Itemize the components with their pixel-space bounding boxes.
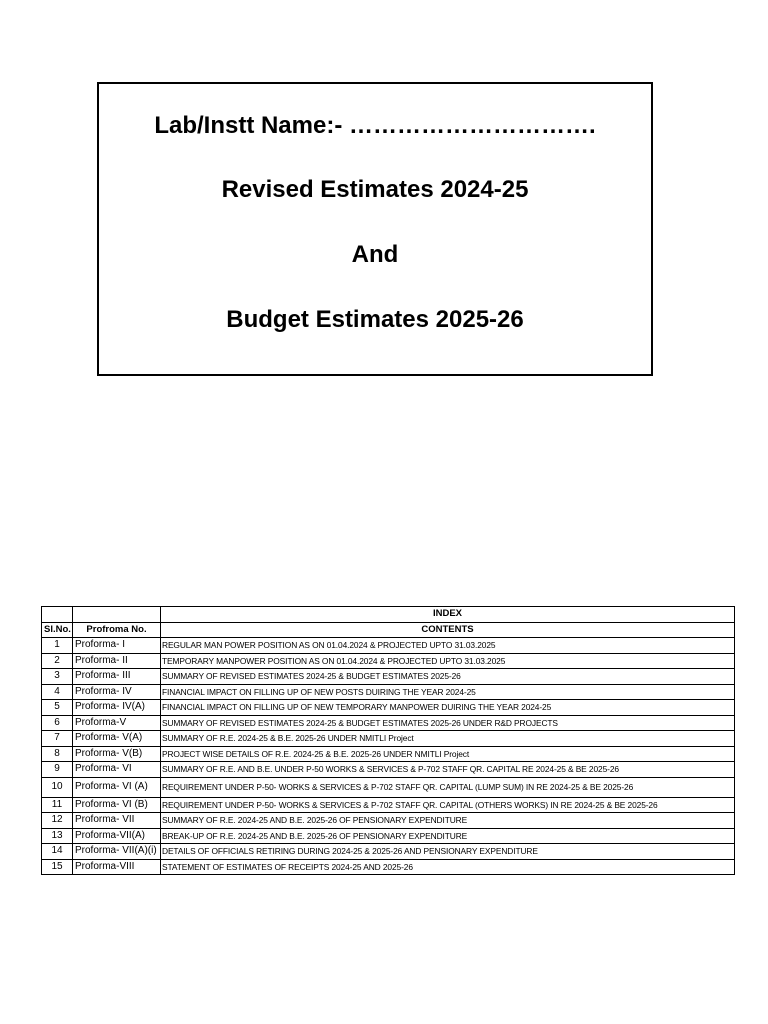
row-contents: TEMPORARY MANPOWER POSITION AS ON 01.04.2024 & PROJECTED UPTO 31.03.2025	[161, 653, 735, 669]
row-contents: SUMMARY OF REVISED ESTIMATES 2024-25 & BUDGET ESTIMATES 2025-26 UNDER R&D PROJECTS	[161, 715, 735, 731]
row-contents: BREAK-UP OF R.E. 2024-25 AND B.E. 2025-26 OF PENSIONARY EXPENDITURE	[161, 828, 735, 844]
row-proforma-no: Proforma- IV	[73, 684, 161, 700]
index-title-blank-sl	[42, 607, 73, 623]
row-sl-no: 5	[42, 700, 73, 716]
row-contents: PROJECT WISE DETAILS OF R.E. 2024-25 & B.E. 2025-26 UNDER NMITLI Project	[161, 746, 735, 762]
row-contents: SUMMARY OF R.E. 2024-25 AND B.E. 2025-26 OF PENSIONARY EXPENDITURE	[161, 813, 735, 829]
row-contents: SUMMARY OF R.E. 2024-25 & B.E. 2025-26 UNDER NMITLI Project	[161, 731, 735, 747]
table-row	[42, 715, 735, 731]
row-proforma-no: Proforma- VI	[73, 762, 161, 778]
row-contents: DETAILS OF OFFICIALS RETIRING DURING 2024-25 & 2025-26 AND PENSIONARY EXPENDITURE	[161, 844, 735, 860]
row-proforma-no: Proforma- VI (A)	[73, 777, 161, 797]
row-sl-no: 11	[42, 797, 73, 813]
row-proforma-no: Proforma- VI (B)	[73, 797, 161, 813]
table-row	[42, 859, 735, 875]
row-sl-no: 7	[42, 731, 73, 747]
index-header-row	[42, 622, 735, 638]
header-contents: CONTENTS	[161, 622, 735, 638]
table-row	[42, 762, 735, 778]
table-row	[42, 746, 735, 762]
table-row	[42, 813, 735, 829]
row-sl-no: 1	[42, 638, 73, 654]
table-row	[42, 653, 735, 669]
row-sl-no: 14	[42, 844, 73, 860]
row-sl-no: 10	[42, 777, 73, 797]
row-proforma-no: Proforma- VII(A)(i)	[73, 844, 161, 860]
row-sl-no: 3	[42, 669, 73, 685]
row-sl-no: 6	[42, 715, 73, 731]
index-title: INDEX	[161, 607, 735, 623]
table-row	[42, 669, 735, 685]
row-proforma-no: Proforma- III	[73, 669, 161, 685]
row-sl-no: 2	[42, 653, 73, 669]
row-sl-no: 8	[42, 746, 73, 762]
table-row	[42, 731, 735, 747]
and-title: And	[351, 241, 399, 268]
table-row	[42, 797, 735, 813]
row-proforma-no: Proforma- V(A)	[73, 731, 161, 747]
row-proforma-no: Proforma- I	[73, 638, 161, 654]
lab-name-line: Lab/Instt Name:- ………………………….	[154, 112, 596, 139]
index-table	[41, 606, 735, 875]
row-sl-no: 15	[42, 859, 73, 875]
cover-title-box	[97, 82, 653, 376]
header-sl-no: Sl.No.	[42, 622, 73, 638]
budget-estimates-title: Budget Estimates 2025-26	[226, 306, 524, 333]
index-body	[42, 638, 735, 875]
row-proforma-no: Proforma-VII(A)	[73, 828, 161, 844]
row-contents: REGULAR MAN POWER POSITION AS ON 01.04.2024 & PROJECTED UPTO 31.03.2025	[161, 638, 735, 654]
table-row	[42, 844, 735, 860]
row-proforma-no: Proforma- V(B)	[73, 746, 161, 762]
row-contents: FINANCIAL IMPACT ON FILLING UP OF NEW POSTS DUIRING THE YEAR 2024-25	[161, 684, 735, 700]
table-row	[42, 828, 735, 844]
row-sl-no: 13	[42, 828, 73, 844]
row-contents: REQUIREMENT UNDER P-50- WORKS & SERVICES & P-702 STAFF QR. CAPITAL (LUMP SUM) IN RE 2024-25 & BE 2025-26	[161, 777, 735, 797]
table-row	[42, 777, 735, 797]
index-title-blank-proforma	[73, 607, 161, 623]
row-contents: FINANCIAL IMPACT ON FILLING UP OF NEW TEMPORARY MANPOWER DUIRING THE YEAR 2024-25	[161, 700, 735, 716]
row-proforma-no: Proforma-VIII	[73, 859, 161, 875]
revised-estimates-title: Revised Estimates 2024-25	[221, 176, 529, 203]
row-proforma-no: Proforma- VII	[73, 813, 161, 829]
row-proforma-no: Proforma-V	[73, 715, 161, 731]
row-proforma-no: Proforma- II	[73, 653, 161, 669]
row-contents: STATEMENT OF ESTIMATES OF RECEIPTS 2024-25 AND 2025-26	[161, 859, 735, 875]
row-sl-no: 12	[42, 813, 73, 829]
table-row	[42, 700, 735, 716]
row-proforma-no: Proforma- IV(A)	[73, 700, 161, 716]
row-contents: SUMMARY OF R.E. AND B.E. UNDER P-50 WORKS & SERVICES & P-702 STAFF QR. CAPITAL RE 2024-25 & BE 2025-26	[161, 762, 735, 778]
row-sl-no: 4	[42, 684, 73, 700]
row-contents: REQUIREMENT UNDER P-50- WORKS & SERVICES & P-702 STAFF QR. CAPITAL (OTHERS WORKS) IN RE 2024-25 & BE 2025-26	[161, 797, 735, 813]
index-title-row	[42, 607, 735, 623]
table-row	[42, 684, 735, 700]
table-row	[42, 638, 735, 654]
header-proforma-no: Profroma No.	[73, 622, 161, 638]
row-sl-no: 9	[42, 762, 73, 778]
row-contents: SUMMARY OF REVISED ESTIMATES 2024-25 & BUDGET ESTIMATES 2025-26	[161, 669, 735, 685]
